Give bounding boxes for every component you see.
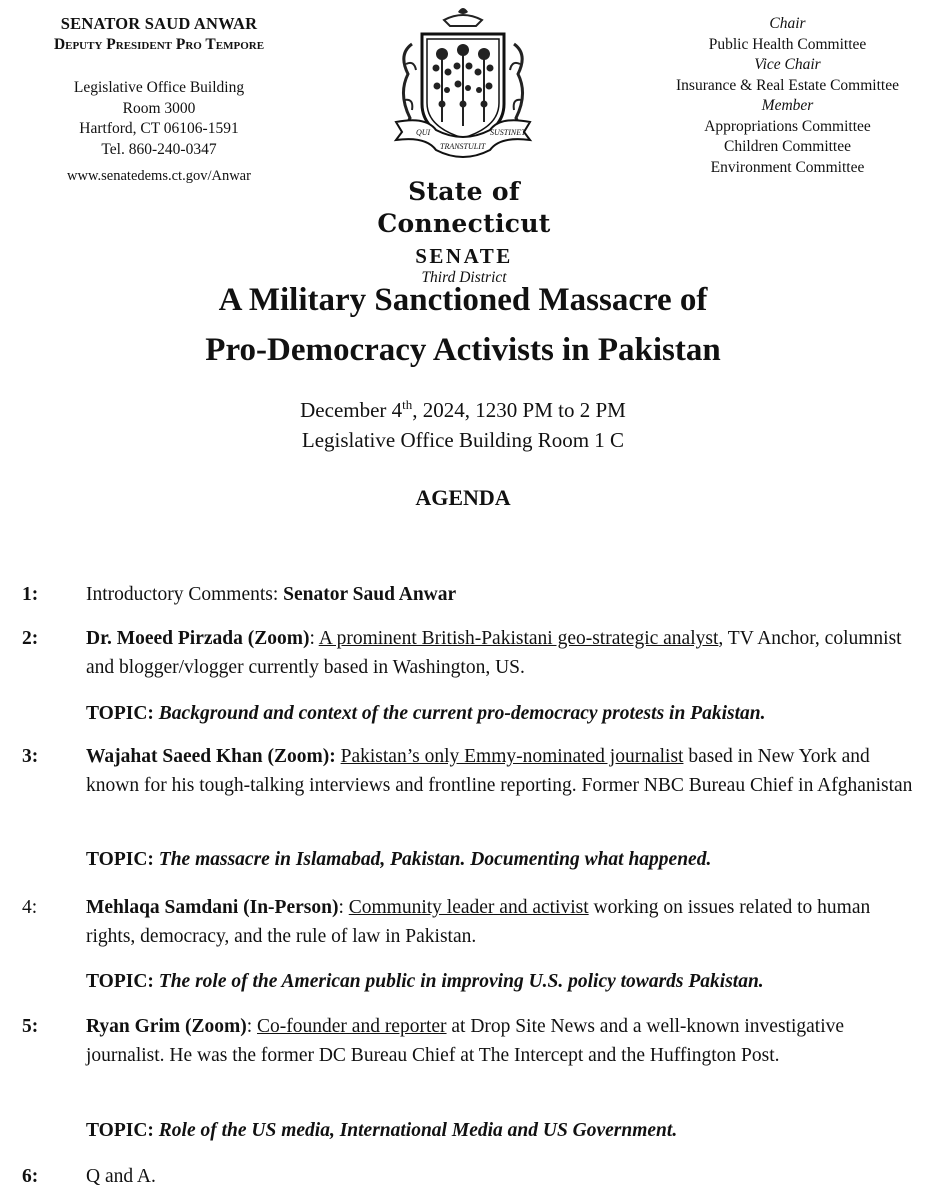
item-description: Mehlaqa Samdani (In-Person): Community leader and activist working on issues related to human rights, democracy, and the rule of law in Pakistan. (86, 897, 871, 947)
event-date: December 4th, 2024, 1230 PM to 2 PM (300, 397, 626, 422)
chair-committee: Public Health Committee (708, 35, 867, 53)
motto-word: TRANSTULIT (440, 142, 486, 151)
senator-contact-block (18, 14, 300, 186)
connecticut-seal-icon (392, 4, 534, 176)
item-number: 6: (22, 1166, 39, 1187)
chair-label: Chair (769, 15, 806, 32)
speaker-name: Dr. Moeed Pirzada (Zoom) (86, 628, 310, 649)
item-number: 2: (22, 628, 39, 649)
speaker-name: Wajahat Saeed Khan (Zoom): (86, 746, 336, 767)
item-number: 5: (22, 1016, 39, 1037)
item-number: 4: (22, 897, 38, 918)
phone-line: Tel. 860-240-0347 (101, 140, 217, 158)
title-line: Pro-Democracy Activists in Pakistan (205, 332, 721, 368)
item-description: Introductory Comments: Senator Saud Anwar (86, 584, 457, 605)
senator-title: Deputy President Pro Tempore (53, 36, 265, 53)
address-line: Legislative Office Building (73, 79, 245, 96)
item-topic: TOPIC: The massacre in Islamabad, Pakistan. Documenting what happened. (86, 849, 712, 870)
member-label: Member (761, 97, 814, 114)
item-number: 1: (22, 584, 39, 605)
committee-block (655, 14, 920, 178)
item-description: Q and A. (86, 1166, 156, 1187)
address-line: Hartford, CT 06106-1591 (79, 120, 239, 137)
state-name: State of Connecticut (377, 177, 551, 238)
event-details (0, 390, 926, 455)
vice-chair-label: Vice Chair (754, 56, 821, 73)
motto-word: QUI (416, 128, 431, 137)
motto-word: SUSTINET (490, 128, 526, 137)
senator-name: SENATOR SAUD ANWAR (60, 14, 258, 33)
event-title (0, 275, 926, 375)
item-topic: TOPIC: The role of the American public in improving U.S. policy towards Pakistan. (86, 971, 764, 992)
speaker-bio-link[interactable]: Community leader and activist (348, 897, 589, 918)
speaker-name: Ryan Grim (Zoom) (86, 1016, 247, 1037)
district-label: Third District (421, 269, 507, 286)
member-committee: Appropriations Committee (704, 117, 871, 135)
senate-label: SENATE (415, 244, 513, 268)
item-description: Wajahat Saeed Khan (Zoom): Pakistan’s only Emmy-nominated journalist based in New York and known for his tough-talking interviews and frontline reporting. Former NBC Bureau Chief in Afghanistan (86, 746, 913, 796)
speaker-bio-link[interactable]: A prominent British-Pakistani geo-strategic analyst (318, 628, 719, 649)
speaker-name: Mehlaqa Samdani (In-Person) (86, 897, 339, 918)
member-committee: Children Committee (724, 138, 851, 155)
title-line: A Military Sanctioned Massacre of (218, 282, 708, 318)
speaker-name: Senator Saud Anwar (283, 584, 457, 605)
member-committee: Environment Committee (710, 158, 865, 176)
website-link[interactable]: www.senatedems.ct.gov/Anwar (67, 168, 251, 184)
agenda-heading: AGENDA (415, 485, 511, 510)
item-number: 3: (22, 746, 39, 767)
vice-chair-committee: Insurance & Real Estate Committee (676, 76, 899, 94)
item-description: Ryan Grim (Zoom): Co-founder and reporter at Drop Site News and a well-known investigative journalist. He was the former DC Bureau Chief at The Intercept and the Huffington Post. (86, 1016, 845, 1066)
speaker-bio-link[interactable]: Pakistan’s only Emmy-nominated journalist (340, 746, 684, 767)
speaker-bio-link[interactable]: Co-founder and reporter (257, 1016, 447, 1037)
item-description: Dr. Moeed Pirzada (Zoom): A prominent British-Pakistani geo-strategic analyst, TV Anchor, columnist and blogger/vlogger currently based in Washington, US. (86, 628, 902, 678)
item-topic: TOPIC: Background and context of the current pro-democracy protests in Pakistan. (86, 703, 766, 724)
state-senate-block (330, 176, 598, 288)
event-location: Legislative Office Building Room 1 C (301, 428, 625, 452)
item-topic: TOPIC: Role of the US media, International Media and US Government. (86, 1120, 678, 1141)
address-line: Room 3000 (122, 99, 196, 117)
